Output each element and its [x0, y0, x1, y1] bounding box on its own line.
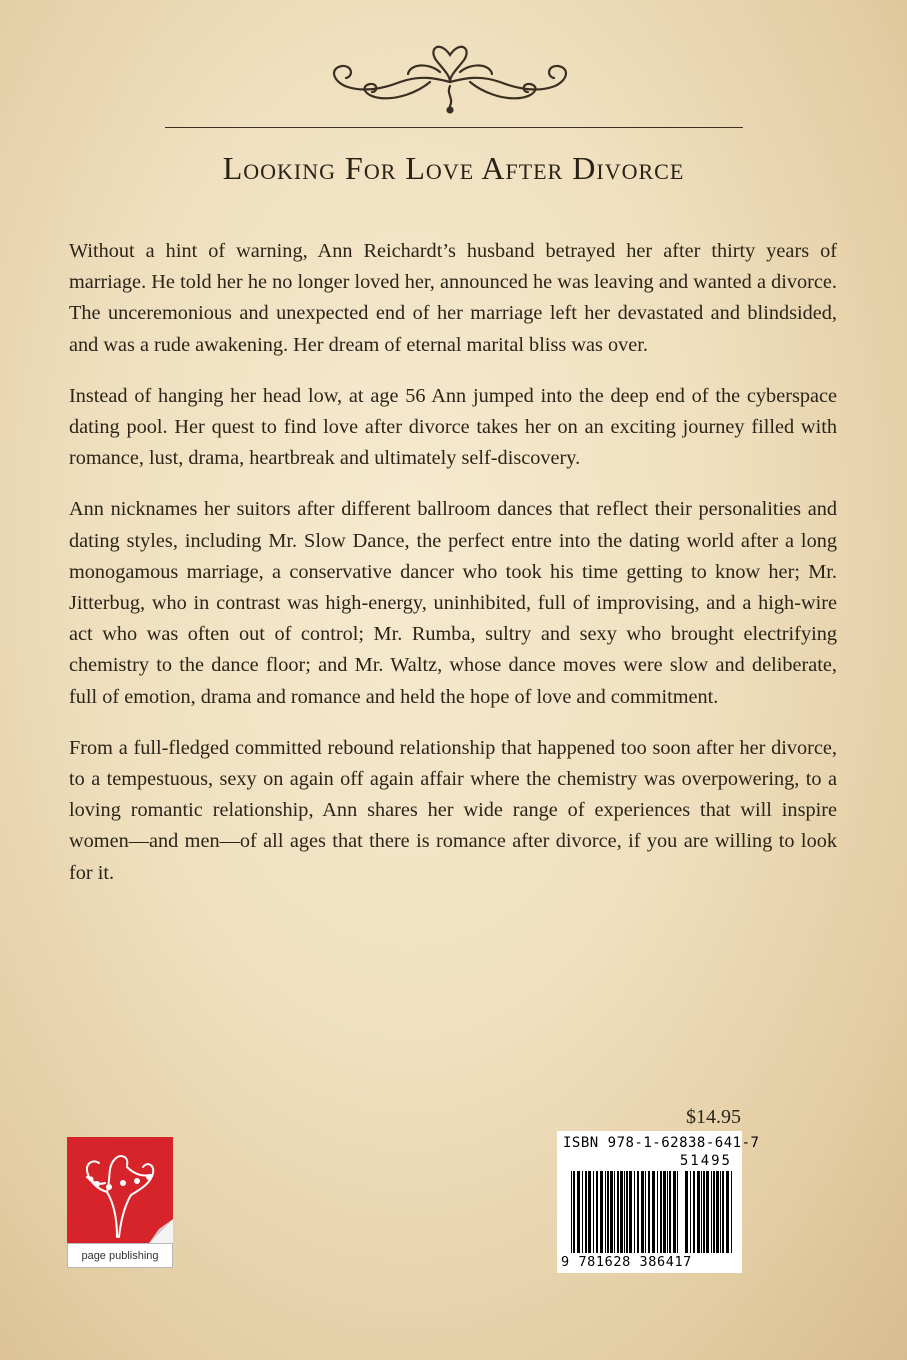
- isbn-barcode: [557, 1131, 760, 1273]
- barcode-bar: [571, 1171, 572, 1253]
- publisher-name: page publishing: [67, 1243, 173, 1268]
- barcode-bar: [620, 1171, 623, 1253]
- barcode-bar: [663, 1171, 666, 1253]
- barcode-bar: [648, 1171, 650, 1253]
- barcode-bar: [573, 1171, 575, 1253]
- publisher-logo-mark: [67, 1137, 173, 1243]
- barcode-bar: [626, 1171, 628, 1253]
- barcode-bar: [690, 1171, 691, 1253]
- barcode-bar: [722, 1171, 724, 1253]
- barcode-bar: [607, 1171, 609, 1253]
- barcode-bar: [610, 1171, 613, 1253]
- ean-digits: 9 781628 386417: [561, 1254, 692, 1270]
- tree-icon: [67, 1137, 173, 1243]
- blurb-text: [69, 236, 837, 909]
- ean-barcode-bars: [571, 1171, 681, 1253]
- barcode-bar: [667, 1171, 668, 1253]
- decorative-ornament-icon: [300, 20, 600, 130]
- barcode-bar: [677, 1171, 678, 1253]
- isbn-text: ISBN 978-1-62838-641-7: [563, 1135, 760, 1151]
- barcode-bar: [726, 1171, 729, 1253]
- price-label: $14.95: [686, 1106, 741, 1128]
- barcode-bar: [703, 1171, 705, 1253]
- blurb-paragraph-2: Instead of hanging her head low, at age 56 Ann jumped into the deep end of the cyberspace dating pool. Her quest to find love after divorce takes her on an exciting journey filled with romance, lust, drama, heartbreak and ultimately self-discovery.: [69, 384, 837, 470]
- barcode-bar: [713, 1171, 715, 1253]
- barcode-bar: [634, 1171, 635, 1253]
- barcode-bar: [673, 1171, 676, 1253]
- barcode-bar: [614, 1171, 615, 1253]
- barcode-bar: [577, 1171, 580, 1253]
- barcode-bar: [641, 1171, 644, 1253]
- barcode-bar: [585, 1171, 587, 1253]
- blurb-paragraph-4: From a full-fledged committed rebound relationship that happened too soon after her divorce, to a tempestuous, sexy on again off again affair where the chemistry was overpowering, to a loving romantic relationship, Ann shares her wide range of experiences that will inspire women—and men—of all ages that there is romance after divorce, if you are willing to look for it.: [69, 736, 837, 884]
- blurb-paragraph-3: Ann nicknames her suitors after different ballroom dances that reflect their personalities and dating styles, including Mr. Slow Dance, the perfect entre into the dating world after a long monogamous marriage, a conservative dancer who took his time getting to know her; Mr. Jitterbug, who in contrast was high-energy, uninhibited, full of improvising, and a high-wire act who was often out of control; Mr. Rumba, sultry and sexy who brought electrifying chemistry to the dance floor; and Mr. Waltz, whose dance moves were slow and deliberate, full of emotion, drama and romance and held the hope of love and commitment.: [69, 498, 837, 708]
- barcode-bar: [716, 1171, 719, 1253]
- barcode-bar: [731, 1171, 732, 1253]
- barcode-bar: [605, 1171, 606, 1253]
- blurb-paragraph-1: Without a hint of warning, Ann Reichardt’s husband betrayed her after thirty years of marriage. He told her he no longer loved her, announced he was leaving and wanted a divorce. The unceremonious and unexpected end of her marriage left her devastated and blindsided, and was a rude awakening. Her dream of eternal marital bliss was over.: [69, 240, 837, 356]
- publisher-logo: [67, 1137, 173, 1268]
- barcode-bar: [600, 1171, 603, 1253]
- barcode-bar: [617, 1171, 619, 1253]
- price-code: 51495: [679, 1153, 732, 1169]
- barcode-bar: [593, 1171, 594, 1253]
- barcode-bar: [706, 1171, 709, 1253]
- barcode-bar: [596, 1171, 598, 1253]
- barcode-bar: [685, 1171, 688, 1253]
- book-title: Looking For Love After Divorce: [222, 150, 685, 186]
- barcode-bar: [652, 1171, 655, 1253]
- barcode-bar: [669, 1171, 671, 1253]
- addon-barcode-bars: [685, 1171, 735, 1253]
- barcode-bar: [624, 1171, 625, 1253]
- barcode-bar: [711, 1171, 712, 1253]
- barcode-bar: [629, 1171, 632, 1253]
- barcode-bar: [645, 1171, 646, 1253]
- barcode-bar: [582, 1171, 583, 1253]
- barcode-bar: [697, 1171, 700, 1253]
- ornament-divider: [165, 127, 743, 128]
- barcode-bar: [701, 1171, 702, 1253]
- barcode-bar: [637, 1171, 639, 1253]
- barcode-bar: [588, 1171, 591, 1253]
- barcode-bar: [657, 1171, 658, 1253]
- barcode-bar: [693, 1171, 695, 1253]
- barcode-bar: [720, 1171, 721, 1253]
- barcode-bar: [660, 1171, 662, 1253]
